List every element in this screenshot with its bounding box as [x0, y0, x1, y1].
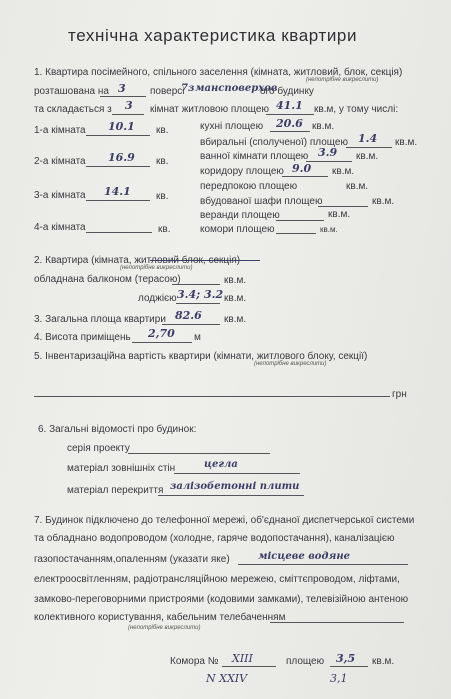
room1-value: 10.1 — [108, 120, 135, 133]
veranda-unit: кв.м. — [328, 209, 351, 220]
s2-strike — [150, 260, 260, 261]
s7-line1: 7. Будинок підключено до телефонної мережі, об'єднаної диспетчерської системи — [34, 515, 415, 526]
living-suffix: кв.м, у тому числі: — [314, 104, 399, 115]
house-type-value: мансповерхов — [195, 83, 278, 94]
wardrobe-label: вбудованої шафи площею — [200, 196, 323, 207]
corridor-label: коридору площею — [200, 166, 284, 177]
bath-label: ванної кімнати площею — [200, 151, 309, 162]
wardrobe-unit: кв.м. — [372, 196, 395, 207]
storage-footer-unit: кв.м. — [372, 656, 395, 667]
walls-line — [174, 473, 300, 474]
rooms-value: 3 — [125, 99, 133, 112]
page-title: технічна характеристика квартири — [68, 26, 358, 45]
s5-note: (непотрібне викреслити) — [254, 361, 327, 367]
floors-mid: поверсі — [150, 86, 185, 97]
kitchen-value: 20.6 — [276, 117, 303, 130]
s6-label: 6. Загальні відомості про будинок: — [38, 424, 197, 435]
s2-note: (непотрібне викреслити) — [120, 265, 193, 271]
loggia-line — [176, 303, 220, 304]
toilet-label: вбиральні (сполученої) площею — [200, 137, 348, 148]
storage-label: комори площею — [200, 224, 275, 235]
toilet-unit: кв.м. — [395, 137, 418, 148]
storage-footer-area2: 3,1 — [330, 672, 348, 685]
room3-line — [86, 200, 150, 201]
s7-line6-underline — [270, 622, 404, 623]
storage-footer-area: 3,5 — [336, 652, 356, 665]
s2-line: 2. Квартира (кімната, житловий блок, секція) — [34, 255, 241, 266]
s7-line6: колективного користування, кабельним телебаченням — [34, 612, 286, 623]
storage-footer-label: Комора № — [170, 656, 219, 667]
s5-label: 5. Інвентаризаційна вартість квартири (кімнати, житлового блоку, секції) — [34, 351, 368, 362]
series-line — [128, 453, 270, 454]
storage-unit: кв.м. — [320, 225, 338, 234]
s3-line — [162, 324, 220, 325]
s1-line1: 1. Квартира посімейного, спільного заселення (кімната, житловий, блок, секція) — [34, 67, 403, 78]
bath-unit: кв.м. — [356, 151, 379, 162]
s7-line3: газопостачанням,опаленням (указати яке) — [34, 554, 230, 565]
series-label: серія проекту — [67, 443, 130, 454]
room4-label: 4-а кімната — [34, 222, 86, 233]
loggia-value: 3.4; 3.2 — [177, 288, 224, 301]
floor-value: 3 — [118, 82, 126, 95]
corridor-value: 9.0 — [292, 162, 312, 175]
s3-unit: кв.м. — [224, 314, 247, 325]
rooms-line — [112, 114, 144, 115]
room2-label: 2-а кімната — [34, 156, 86, 167]
house-suffix: ого будинку — [260, 86, 314, 97]
s7-line5: замково-переговорними пристроями (кодовими замками), телевізійною антеною — [34, 594, 409, 605]
s3-label: 3. Загальна площа квартири — [34, 314, 166, 325]
balcony-label: обладнана балконом (терасою) — [34, 274, 181, 285]
kitchen-line — [270, 131, 310, 132]
room3-unit: кв. — [156, 191, 169, 202]
s4-value: 2,70 — [148, 327, 175, 340]
wardrobe-line — [318, 206, 368, 207]
consists-label: та складається з — [34, 104, 112, 115]
room2-unit: кв. — [156, 156, 169, 167]
veranda-line — [276, 220, 324, 221]
storage-footer-area-line — [330, 666, 368, 667]
s7-note: (непотрібне викреслити) — [128, 625, 201, 631]
room3-label: 3-а кімната — [34, 190, 86, 201]
room3-value: 14.1 — [104, 185, 131, 198]
s4-line — [132, 342, 192, 343]
kitchen-unit: кв.м. — [312, 121, 335, 132]
veranda-label: веранди площею — [200, 210, 280, 221]
bath-value: 3.9 — [318, 146, 338, 159]
heating-value: місцеве водяне — [258, 551, 351, 562]
room2-line — [86, 166, 150, 167]
hall-unit: кв.м. — [346, 181, 369, 192]
living-area-line — [266, 114, 314, 115]
s7-line4: електроосвітленням, радіотрансляційною мережею, сміттєпроводом, ліфтами, — [34, 574, 400, 585]
room1-line — [86, 135, 150, 136]
floor-mat-line — [158, 495, 304, 496]
hall-label: передпокою площею — [200, 181, 298, 192]
storage-footer-num-line — [222, 666, 276, 667]
floor-mat-value: залізобетонні плити — [170, 481, 300, 492]
balcony-unit: кв.м. — [224, 275, 247, 286]
s4-unit: м — [194, 332, 201, 343]
storage-footer-num: XIII — [232, 652, 253, 665]
floors-value: 7з — [181, 83, 195, 94]
room1-unit: кв. — [156, 125, 169, 136]
s1-note: (непотрібне викреслити) — [306, 77, 379, 83]
toilet-value: 1.4 — [358, 132, 378, 145]
s5-currency: грн — [392, 389, 407, 400]
room1-label: 1-а кімната — [34, 125, 86, 136]
room4-unit: кв. — [158, 224, 171, 235]
storage-footer-area-label: площею — [286, 656, 325, 667]
loggia-unit: кв.м. — [224, 293, 247, 304]
room4-line — [86, 232, 152, 233]
floor-line — [100, 96, 146, 97]
walls-value: цегла — [204, 459, 238, 470]
loggia-label: лоджією — [138, 293, 177, 304]
corridor-unit: кв.м. — [332, 166, 355, 177]
s7-line2: та обладнано водопроводом (холодне, гаряче водопостачання), каналізацією — [34, 533, 395, 544]
storage-footer-num2: N XXIV — [206, 672, 248, 685]
kitchen-label: кухні площею — [200, 121, 264, 132]
storage-line — [276, 233, 316, 234]
living-area-value: 41.1 — [276, 99, 303, 112]
toilet-line — [346, 147, 392, 148]
bath-line — [306, 161, 352, 162]
s4-label: 4. Висота приміщень — [34, 332, 131, 343]
corridor-line — [282, 176, 328, 177]
heating-line — [238, 564, 408, 565]
room2-value: 16.9 — [108, 151, 135, 164]
s5-value-line — [34, 396, 390, 397]
s3-value: 82.6 — [175, 309, 202, 322]
floor-mat-label: матеріал перекриття — [67, 485, 164, 496]
rooms-mid: кімнат житловою площею — [150, 104, 269, 115]
s1-located-label: розташована на — [34, 86, 109, 97]
walls-label: матеріал зовнішніх стін — [67, 463, 176, 474]
balcony-line — [172, 284, 220, 285]
